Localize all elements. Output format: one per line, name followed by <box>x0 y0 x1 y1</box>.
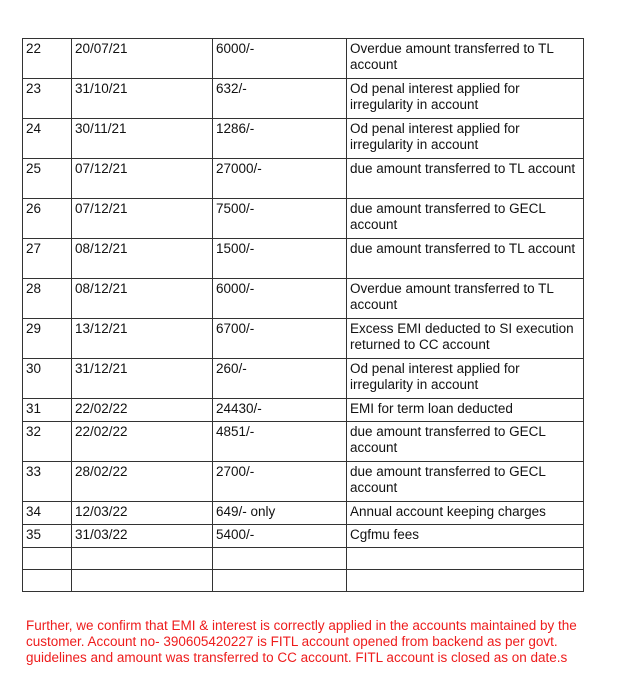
table-row <box>23 39 584 79</box>
cell-description: Od penal interest applied for irregularity in account <box>347 359 584 399</box>
confirmation-note: Further, we confirm that EMI & interest is correctly applied in the accounts maintained by the customer. Account no- 390605420227 is FITL account opened from backend as per govt. guidelines and amount was transferred to CC account. FITL account is closed as on date.s <box>26 618 577 665</box>
cell-amount: 5400/- <box>213 525 347 548</box>
cell-serial: 34 <box>23 502 72 525</box>
cell-amount: 2700/- <box>213 462 347 502</box>
cell-amount: 6700/- <box>213 319 347 359</box>
cell-description: due amount transferred to GECL account <box>347 422 584 462</box>
cell-amount: 6000/- <box>213 279 347 319</box>
table-row <box>23 239 584 279</box>
table-row <box>23 119 584 159</box>
cell-serial: 24 <box>23 119 72 159</box>
cell-description: Od penal interest applied for irregularity in account <box>347 119 584 159</box>
table-row <box>23 502 584 525</box>
cell-description: Annual account keeping charges <box>347 502 584 525</box>
table-row <box>23 319 584 359</box>
empty-table-row <box>23 570 584 592</box>
cell-serial: 25 <box>23 159 72 199</box>
cell-date: 13/12/21 <box>72 319 213 359</box>
cell-description: due amount transferred to TL account <box>347 239 584 279</box>
cell-amount: 7500/- <box>213 199 347 239</box>
cell-description: due amount transferred to GECL account <box>347 199 584 239</box>
cell-serial: 32 <box>23 422 72 462</box>
table-row <box>23 359 584 399</box>
cell-date: 07/12/21 <box>72 159 213 199</box>
empty-cell <box>72 570 213 592</box>
cell-amount: 632/- <box>213 79 347 119</box>
empty-cell <box>347 570 584 592</box>
cell-date: 22/02/22 <box>72 399 213 422</box>
empty-table-row <box>23 548 584 570</box>
cell-serial: 28 <box>23 279 72 319</box>
cell-serial: 22 <box>23 39 72 79</box>
cell-description: Overdue amount transferred to TL account <box>347 39 584 79</box>
empty-cell <box>213 570 347 592</box>
empty-cell <box>72 548 213 570</box>
cell-serial: 29 <box>23 319 72 359</box>
table-row <box>23 79 584 119</box>
table-row <box>23 159 584 199</box>
table-row <box>23 399 584 422</box>
cell-description: due amount transferred to TL account <box>347 159 584 199</box>
cell-amount: 260/- <box>213 359 347 399</box>
empty-cell <box>347 548 584 570</box>
table-row <box>23 422 584 462</box>
cell-description: EMI for term loan deducted <box>347 399 584 422</box>
cell-date: 31/12/21 <box>72 359 213 399</box>
cell-date: 08/12/21 <box>72 239 213 279</box>
cell-description: due amount transferred to GECL account <box>347 462 584 502</box>
cell-serial: 23 <box>23 79 72 119</box>
cell-amount: 4851/- <box>213 422 347 462</box>
cell-serial: 26 <box>23 199 72 239</box>
cell-serial: 27 <box>23 239 72 279</box>
cell-amount: 1500/- <box>213 239 347 279</box>
cell-amount: 6000/- <box>213 39 347 79</box>
cell-amount: 24430/- <box>213 399 347 422</box>
table-row <box>23 279 584 319</box>
empty-cell <box>23 548 72 570</box>
empty-cell <box>213 548 347 570</box>
cell-date: 20/07/21 <box>72 39 213 79</box>
cell-description: Excess EMI deducted to SI execution returned to CC account <box>347 319 584 359</box>
cell-description: Overdue amount transferred to TL account <box>347 279 584 319</box>
cell-date: 22/02/22 <box>72 422 213 462</box>
cell-description: Cgfmu fees <box>347 525 584 548</box>
cell-date: 28/02/22 <box>72 462 213 502</box>
cell-date: 08/12/21 <box>72 279 213 319</box>
table-row <box>23 462 584 502</box>
cell-serial: 31 <box>23 399 72 422</box>
empty-cell <box>23 570 72 592</box>
cell-date: 31/03/22 <box>72 525 213 548</box>
cell-description: Od penal interest applied for irregularity in account <box>347 79 584 119</box>
table-row <box>23 199 584 239</box>
cell-amount: 27000/- <box>213 159 347 199</box>
cell-date: 31/10/21 <box>72 79 213 119</box>
cell-date: 07/12/21 <box>72 199 213 239</box>
cell-date: 30/11/21 <box>72 119 213 159</box>
cell-date: 12/03/22 <box>72 502 213 525</box>
table-row <box>23 525 584 548</box>
cell-amount: 649/- only <box>213 502 347 525</box>
cell-amount: 1286/- <box>213 119 347 159</box>
cell-serial: 33 <box>23 462 72 502</box>
cell-serial: 30 <box>23 359 72 399</box>
cell-serial: 35 <box>23 525 72 548</box>
transaction-table <box>22 38 584 592</box>
